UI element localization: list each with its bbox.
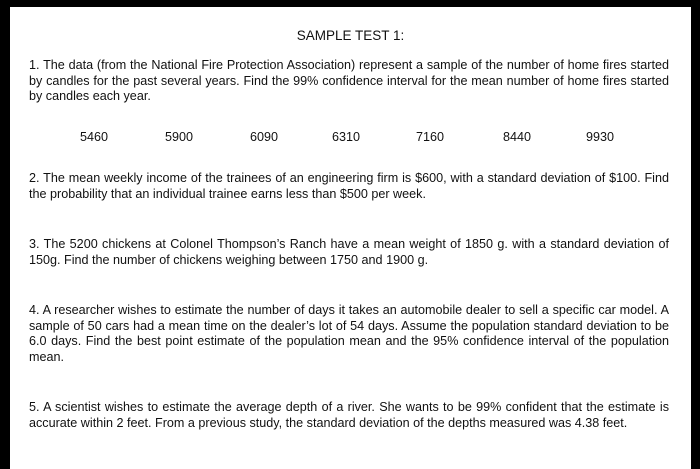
- question-1: 1. The data (from the National Fire Protection Association) represent a sample of the number of home fires started by candles for the past several years. Find the 99% confidence interval for the mean number of home fires started by candles each year.: [29, 58, 669, 103]
- data-value: 7160: [416, 130, 445, 144]
- question-3: 3. The 5200 chickens at Colonel Thompson’s Ranch have a mean weight of 1850 g. with a standard deviation of 150g. Find the number of chickens weighing between 1750 and 1900 g.: [29, 237, 669, 267]
- data-value: 8440: [503, 130, 532, 144]
- test-title: SAMPLE TEST 1:: [296, 28, 405, 43]
- data-value: 9930: [586, 130, 615, 144]
- data-value: 5900: [165, 130, 194, 144]
- question-2: 2. The mean weekly income of the trainees of an engineering firm is $600, with a standard deviation of $100. Find the probability that an individual trainee earns less than $500 per week.: [29, 171, 669, 201]
- data-value: 6310: [332, 130, 361, 144]
- question-5: 5. A scientist wishes to estimate the average depth of a river. She wants to be 99% confident that the estimate is accurate within 2 feet. From a previous study, the standard deviation of the depths measured was 4.38 feet.: [29, 400, 669, 430]
- document-page: [10, 7, 691, 469]
- data-value: 6090: [250, 130, 279, 144]
- data-values-row: [10, 130, 691, 146]
- data-value: 5460: [80, 130, 109, 144]
- question-4: 4. A researcher wishes to estimate the number of days it takes an automobile dealer to sell a specific car model. A sample of 50 cars had a mean time on the dealer’s lot of 54 days. Assume the population standard deviation to be 6.0 days. Find the best point estimate of the population mean and the 95% confidence interval of the population mean.: [29, 303, 669, 364]
